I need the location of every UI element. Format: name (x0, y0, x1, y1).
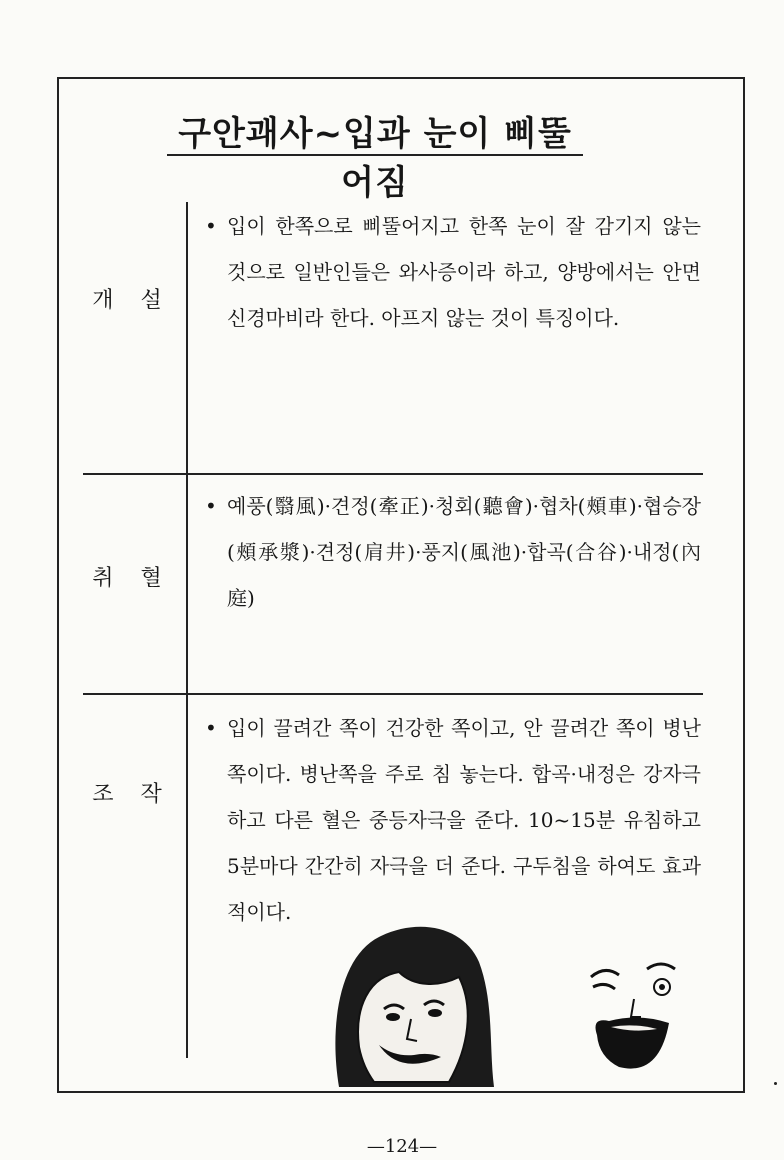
page-frame (57, 77, 745, 1093)
page-number: —124— (366, 1136, 438, 1157)
row-divider (83, 473, 703, 475)
bullet: • (205, 214, 217, 238)
section-label-acupoints: 취 혈 (92, 566, 172, 591)
bullet: • (205, 494, 217, 518)
section-label-overview: 개 설 (92, 288, 172, 313)
scan-speck (774, 1082, 777, 1085)
section-text-acupoints (201, 483, 701, 621)
section-body: 예풍(翳風)·견정(牽正)·청회(聽會)·협차(頰車)·협승장(頰承漿)·견정(肩井)·풍지(風池)·합곡(合谷)·내정(內庭) (227, 494, 701, 610)
mouth-palsy-drawing (591, 964, 675, 1069)
facial-palsy-illustration (329, 917, 709, 1087)
column-divider (186, 202, 188, 1058)
section-text-overview (201, 203, 701, 341)
section-label-procedure: 조 작 (92, 782, 172, 807)
bullet: • (205, 716, 217, 740)
title-underline (167, 154, 583, 156)
section-text-procedure (201, 705, 701, 935)
woman-face-drawing (335, 927, 494, 1087)
section-body: 입이 한쪽으로 삐뚤어지고 한쪽 눈이 잘 감기지 않는 것으로 일반인들은 와사증이라 하고, 양방에서는 안면신경마비라 한다. 아프지 않는 것이 특징이다. (227, 214, 701, 330)
page-title: 구안괘사~입과 눈이 삐뚤어짐 (178, 114, 572, 203)
row-divider (83, 693, 703, 695)
section-body: 입이 끌려간 쪽이 건강한 쪽이고, 안 끌려간 쪽이 병난 쪽이다. 병난쪽을 주로 침 놓는다. 합곡·내정은 강자극하고 다른 혈은 중등자극을 준다. 10~15분 유침하고 5분마다 간간히 자극을 더 준다. 구두침을 하여도 효과적이다. (227, 716, 701, 924)
